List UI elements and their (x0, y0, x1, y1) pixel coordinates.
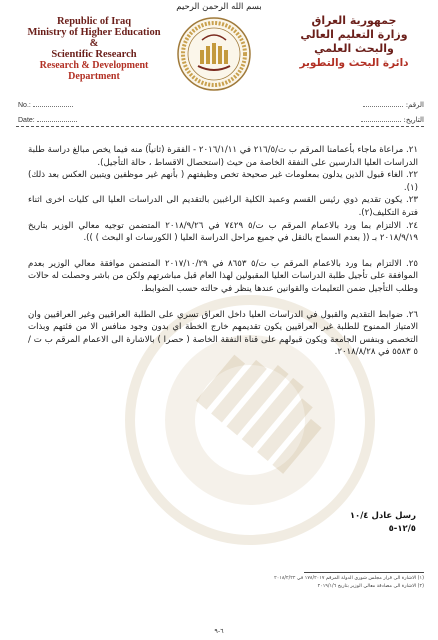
header-ar-ministry: وزارة التعليم العالي والبحث العلمي (300, 28, 408, 55)
paragraph-23: ٢٣. يكون تقديم ذوي رئيس القسم وعميد الكلية الراغبين بالتقديم الى الدراسات العليا الى كليات اخرى اثناء فترة التكليف(٢). (28, 195, 418, 218)
date-field (37, 115, 77, 122)
header-en-dept: Research & Development (39, 60, 149, 71)
header-english (24, 16, 164, 82)
date-label: Date: (18, 117, 35, 124)
signature-date: ١٢/٥-٥ (388, 524, 416, 534)
header-ar-dept: دائرة البحث والتطوير (299, 57, 409, 69)
header-en-ministry-cont: Scientific Research (51, 49, 137, 60)
ar-no-field (363, 100, 403, 107)
header-arabic (284, 14, 424, 70)
header-divider (16, 126, 424, 127)
ar-no-label: الرقم: (405, 101, 424, 109)
footnotes (20, 575, 424, 591)
meta-english (18, 98, 77, 128)
footnote-2: (٢) الاشارة الى مصادقة معالي الوزير بتاريخ ٢٠١٩/١/٦ (317, 584, 424, 589)
signature-name: رسل عادل ١٠/٤ (349, 511, 416, 521)
signature-block (350, 510, 416, 536)
document-body (28, 144, 418, 359)
paragraph-22: ٢٢. الغاء قبول الذين يدلون بمعلومات غير صحيحة تخص وظيفتهم ( بأنهم غير موظفين ويتبين العكس بعد ذلك)(١). (28, 170, 418, 193)
basmala: بسم الله الرحمن الرحيم (176, 2, 262, 12)
ar-date-label: التاريخ: (403, 116, 424, 124)
header-en-country: Republic of Iraq (56, 16, 132, 27)
page-number: ٦-٩ (214, 627, 224, 635)
paragraph-25: ٢٥. الالتزام بما ورد بالاعمام المرقم ب ت/٥ ٨٦٥٣ في ٢٠١٧/١٠/٢٩ المتضمن موافقة معالي الوزير بعدم الموافقة على تأجيل طلبة الدراسات العليا المقبولين لهذا العام قبل مباشرتهم ولكن من باشر وحصلت له حالات وطلب التأجيل ضمن التعليمات والقوانين عندها ينظر في حالته حسب الضوابط. (28, 258, 418, 294)
footnote-1: (١) الاشارة الى قرار مجلس شورى الدولة المرقم ١٧٨/٢٠١٧ في ٢٠١٨/٢/٢٢ (274, 576, 424, 581)
paragraph-24: ٢٤. الالتزام بما ورد بالاعمام المرقم ب ت/٥ ٧٤٢٩ في ٢٠١٨/٩/٢٦ المتضمن توجيه معالي الوزير بتاريخ ٢٠١٨/٩/١٩ بـ (( بعدم السماح بالنقل في جميع مراحل الدراسة العليا ( الكورسات او البحث ) )). (28, 220, 418, 244)
ministry-logo (176, 16, 252, 92)
ar-date-field (361, 115, 401, 122)
meta-arabic (361, 98, 424, 128)
footnote-divider (304, 572, 424, 573)
header-en-dept-cont: Department (68, 71, 120, 82)
header-ar-country: جمهورية العراق (311, 14, 397, 27)
no-field (33, 100, 73, 107)
paragraph-26: ٢٦. ضوابط التقديم والقبول في الدراسات العليا داخل العراق تسري على الطلبة العراقيين وغير العراقيين وان الامتياز الممنوح للطلبة غير العراقيين يكون تقديمهم خارج الخطة اي بدون وجود منافس الا من فئتهم وبذات التخصص وبنفس الجامعة ويكون قبولهم على قناة النفقة الخاصة ( حصرا ) بالاشارة الى الاعمام المرقم ب ت /٥ ٥٥٨٣ في ٢٠١٨/٨/٢٨. (28, 309, 418, 358)
no-label: No.: (18, 102, 31, 109)
paragraph-21: ٢١. مراعاة ماجاء بأعمامنا المرقم ب ت/٢١٦/٥ في ٢٠١٦/١/١١ - الفقرة (ثانياً) منه فيما يخص مبالغ دراسة طلبة الدراسات العليا الدارسين على النفقة الخاصة من حيث (استحصال الاقساط ، حالة التأجيل). (28, 145, 418, 168)
header-en-ministry: Ministry of Higher Education & (27, 27, 161, 49)
